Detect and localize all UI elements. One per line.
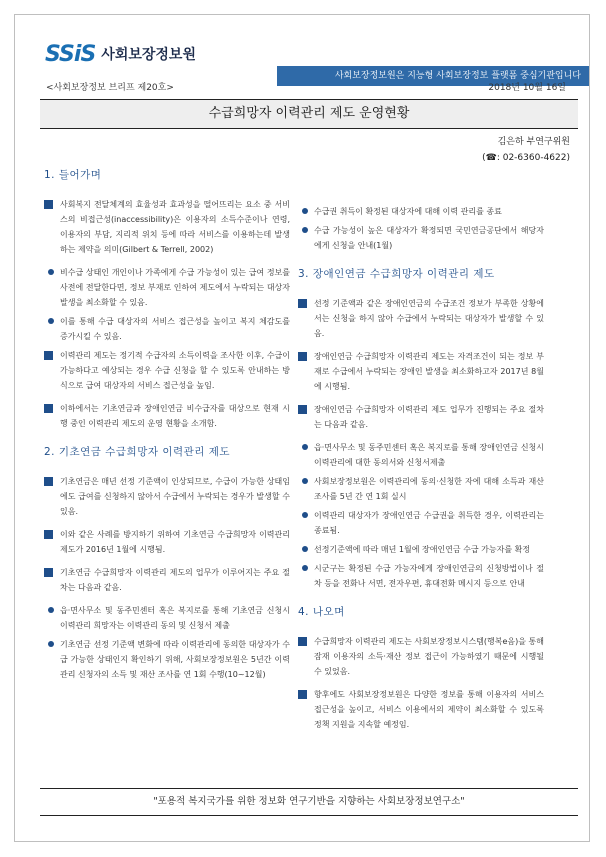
right-column xyxy=(298,204,544,740)
author-phone: : 02-6360-4622) xyxy=(496,153,570,163)
round-bullet-icon xyxy=(302,444,308,450)
list-item: 읍·면사무소 및 동주민센터 혹은 복지로를 통해 장애인연금 신청시 이력관리에 대한 동의서와 신청서제출 xyxy=(298,440,544,470)
left-column xyxy=(44,168,290,686)
list-item: 수급희망자 이력관리 제도는 사회보장정보시스템(행복e음)을 통해 잠재 이용자의 소득·재산 정보 접근이 가능하였기 때문에 시행될 수 있었음. xyxy=(298,634,544,679)
square-bullet-icon xyxy=(298,405,307,414)
round-bullet-icon xyxy=(302,546,308,552)
round-bullet-icon xyxy=(302,227,308,233)
square-bullet-icon xyxy=(298,352,307,361)
logo xyxy=(45,41,196,67)
round-bullet-icon xyxy=(48,607,54,613)
meta-row xyxy=(40,80,566,94)
list-item: 기초연금 수급희망자 이력관리 제도의 업무가 이루어지는 주요 절차는 다음과 같음. xyxy=(44,565,290,595)
round-bullet-icon xyxy=(48,641,54,647)
list-item: 비수급 상태인 개인이나 가족에게 수급 가능성이 있는 급여 정보를 사전에 전달한다면, 정보 부재로 인하여 제도에서 누락되는 대상자 발생을 최소화할 수 있음. xyxy=(44,265,290,310)
square-bullet-icon xyxy=(298,690,307,699)
list-item: 이를 통해 수급 대상자의 서비스 접근성을 높이고 복지 체감도를 증가시킬 수 있음. xyxy=(44,314,290,344)
square-bullet-icon xyxy=(44,477,53,486)
author-name: 김은하 부연구위원 xyxy=(497,137,570,147)
round-bullet-icon xyxy=(302,208,308,214)
list-item: 수급 가능성이 높은 대상자가 확정되면 국민연금공단에서 해당자에게 신청을 안내(1월) xyxy=(298,223,544,253)
list-item: 선정기준액에 따라 매년 1월에 장애인연금 수급 가능자를 확정 xyxy=(298,542,544,557)
footer-slogan: "포용적 복지국가를 위한 정보화 연구기반을 지향하는 사회보장정보연구소" xyxy=(40,788,578,816)
page-title: 수급희망자 이력관리 제도 운영현황 xyxy=(40,99,578,129)
list-item: 장애인연금 수급희망자 이력관리 제도는 자격조건이 되는 정보 부재로 수급에서 누락되는 장애인 발생을 최소화하고자 2017년 8월에 시행됨. xyxy=(298,349,544,394)
list-item: 읍·면사무소 및 동주민센터 혹은 복지로를 통해 기초연금 신청시 이력관리 희망자는 이력관리 동의 및 신청서 제출 xyxy=(44,603,290,633)
round-bullet-icon xyxy=(302,565,308,571)
list-item: 향후에도 사회보장정보원은 다양한 정보를 통해 이용자의 서비스 접근성을 높이고, 서비스 이용에서의 제약이 최소화할 수 있도록 정책 지원을 지속할 예정임. xyxy=(298,687,544,732)
org-name: 사회보장정보원 xyxy=(101,47,196,63)
list-item: 이하에서는 기초연금과 장애인연금 비수급자를 대상으로 현재 시행 중인 이력관리 제도의 운영 현황을 소개함. xyxy=(44,401,290,431)
list-item: 수급권 취득이 확정된 대상자에 대해 이력 관리를 종료 xyxy=(298,204,544,219)
list-item: 시군구는 확정된 수급 가능자에게 장애인연금의 신청방법이나 절차 등을 전화나 서면, 전자우편, 휴대전화 메시지 등으로 안내 xyxy=(298,561,544,591)
list-item: 이력관리 대상자가 장애인연금 수급권을 취득한 경우, 이력관리는 종료됨. xyxy=(298,508,544,538)
list-item: 이력관리 제도는 정기적 수급자의 소득이력을 조사한 이후, 수급이 가능하다고 예상되는 경우 수급 신청을 할 수 있도록 안내하는 방식으로 급여 대상자의 서비스 접근성을 높임. xyxy=(44,348,290,393)
author-phone-row: (☎: 02-6360-4622) xyxy=(482,153,570,163)
section-heading-intro: 1. 들어가며 xyxy=(44,169,102,181)
list-item: 장애인연금 수급희망자 이력관리 제도 업무가 진행되는 주요 절차는 다음과 같음. xyxy=(298,402,544,432)
round-bullet-icon xyxy=(48,269,54,275)
list-item: 기초연금은 매년 선정 기준액이 인상되므로, 수급이 가능한 상태임에도 급여를 신청하지 않아서 수급에서 누락되는 경우가 발생할 수 있음. xyxy=(44,474,290,519)
phone-icon: ☎ xyxy=(485,153,497,163)
round-bullet-icon xyxy=(302,478,308,484)
list-item: 이와 같은 사례를 방지하기 위하여 기초연금 수급희망자 이력관리 제도가 2016년 1월에 시행됨. xyxy=(44,527,290,557)
section-heading-conclusion: 4. 나오며 xyxy=(298,606,345,618)
round-bullet-icon xyxy=(48,318,54,324)
square-bullet-icon xyxy=(298,637,307,646)
round-bullet-icon xyxy=(302,512,308,518)
header-banner: 사회보장정보원은 지능형 사회보장정보 플랫폼 중심기관입니다 xyxy=(277,66,589,86)
square-bullet-icon xyxy=(44,200,53,209)
square-bullet-icon xyxy=(298,299,307,308)
square-bullet-icon xyxy=(44,568,53,577)
list-item: 선정 기준액과 같은 장애인연금의 수급조건 정보가 부족한 상황에서는 신청을 하지 않아 수급에서 누락되는 대상자가 발생할 수 있음. xyxy=(298,296,544,341)
publish-date: 2018년 10월 16일 xyxy=(488,83,566,93)
section-heading-basic-pension: 2. 기초연금 수급희망자 이력관리 제도 xyxy=(44,446,231,458)
series-label: <사회보장정보 브리프 제20호> xyxy=(46,83,174,93)
logo-mark: SSiS xyxy=(45,41,96,67)
square-bullet-icon xyxy=(44,530,53,539)
square-bullet-icon xyxy=(44,351,53,360)
list-item: 사회보장정보원은 이력관리에 동의·신청한 자에 대해 소득과 재산 조사를 5년 간 연 1회 실시 xyxy=(298,474,544,504)
square-bullet-icon xyxy=(44,404,53,413)
section-heading-disability-pension: 3. 장애인연금 수급희망자 이력관리 제도 xyxy=(298,268,495,280)
list-item: 사회복지 전달체계의 효율성과 효과성을 떨어뜨리는 요소 중 서비스의 비접근성(inaccessibility)은 이용자의 소득수준이나 연령, 이용자의 부담, 지리적 위치 등에 따라 서비스를 이용하는데 발생하는 제약을 의미(Gilbert & Terrell, 2002) xyxy=(44,197,290,257)
author-block xyxy=(482,134,570,166)
list-item: 기초연금 선정 기준액 변화에 따라 이력관리에 동의한 대상자가 수급 가능한 상태인지 확인하기 위해, 사회보장정보원은 5년간 이력관리 신청자의 소득 및 재산 조사를 연 1회 수행(10~12월) xyxy=(44,637,290,682)
